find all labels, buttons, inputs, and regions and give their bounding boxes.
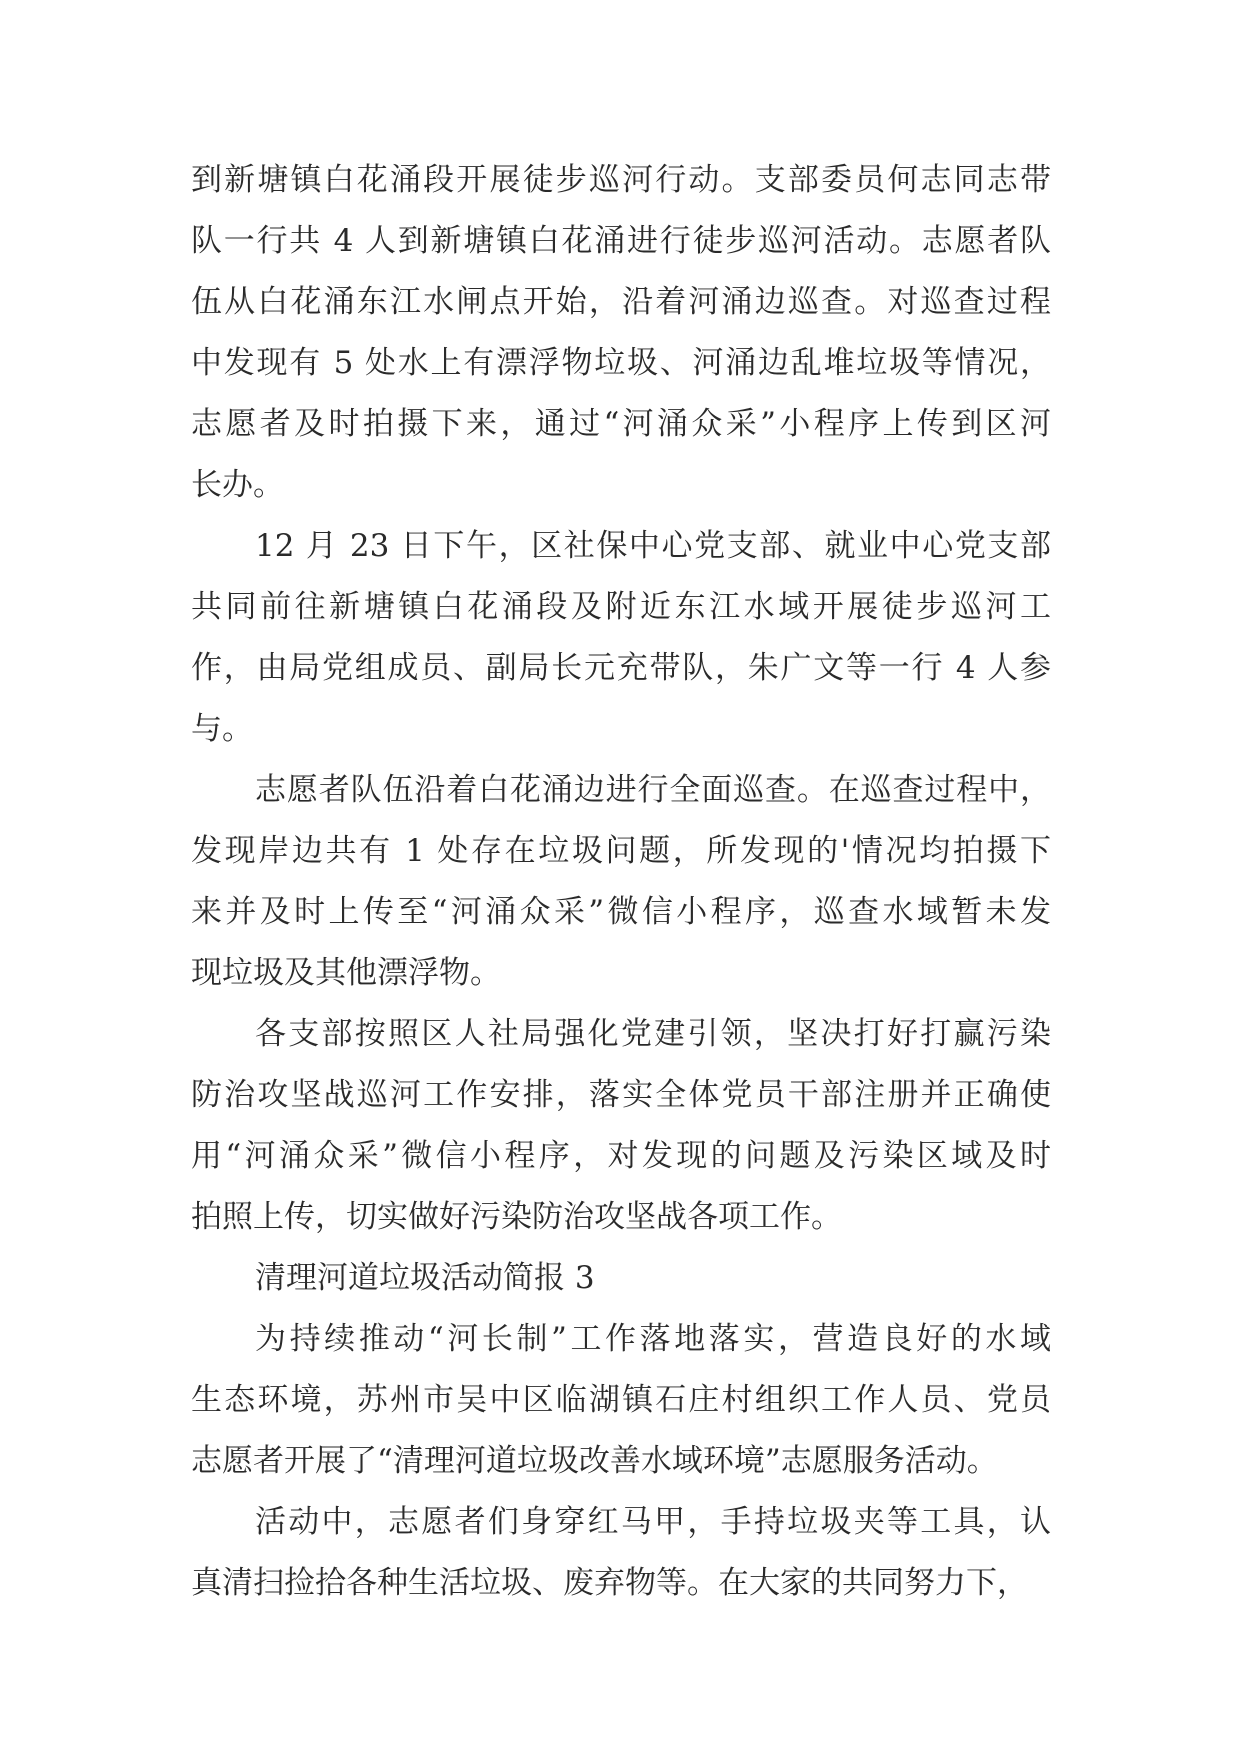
text-line: 队一行共 4 人到新塘镇白花涌进行徒步巡河活动。志愿者队 bbox=[191, 223, 1051, 259]
text-line: 作，由局党组成员、副局长元充带队，朱广文等一行 4 人参 bbox=[191, 650, 1051, 686]
paragraph bbox=[191, 1492, 1051, 1614]
text-line: 共同前往新塘镇白花涌段及附近东江水域开展徒步巡河工 bbox=[191, 589, 1051, 625]
text-line: 活动中，志愿者们身穿红马甲，手持垃圾夹等工具，认 bbox=[255, 1504, 1051, 1540]
paragraph bbox=[191, 1248, 1051, 1309]
text-line: 为持续推动“河长制”工作落地落实，营造良好的水域 bbox=[255, 1321, 1051, 1357]
text-line: 伍从白花涌东江水闸点开始，沿着河涌边巡查。对巡查过程 bbox=[191, 284, 1051, 320]
text-line: 到新塘镇白花涌段开展徒步巡河行动。支部委员何志同志带 bbox=[191, 162, 1051, 198]
text-line: 志愿者队伍沿着白花涌边进行全面巡查。在巡查过程中， bbox=[255, 772, 1051, 808]
text-line: 志愿者及时拍摄下来，通过“河涌众采”小程序上传到区河 bbox=[191, 406, 1051, 442]
text-line: 志愿者开展了“清理河道垃圾改善水域环境”志愿服务活动。 bbox=[191, 1443, 998, 1479]
text-line: 12 月 23 日下午，区社保中心党支部、就业中心党支部 bbox=[255, 528, 1051, 564]
document-body bbox=[191, 150, 1051, 1614]
paragraph bbox=[191, 516, 1051, 760]
paragraph bbox=[191, 150, 1051, 516]
paragraph bbox=[191, 760, 1051, 1004]
text-line: 来并及时上传至“河涌众采”微信小程序，巡查水域暂未发 bbox=[191, 894, 1051, 930]
text-line: 中发现有 5 处水上有漂浮物垃圾、河涌边乱堆垃圾等情况， bbox=[191, 345, 1051, 381]
text-line: 长办。 bbox=[191, 467, 284, 503]
text-line: 用“河涌众采”微信小程序，对发现的问题及污染区域及时 bbox=[191, 1138, 1051, 1174]
text-line: 防治攻坚战巡河工作安排，落实全体党员干部注册并正确使 bbox=[191, 1077, 1051, 1113]
text-line: 清理河道垃圾活动简报 3 bbox=[255, 1260, 595, 1296]
text-line: 与。 bbox=[191, 711, 253, 747]
text-line: 现垃圾及其他漂浮物。 bbox=[191, 955, 501, 991]
text-line: 各支部按照区人社局强化党建引领，坚决打好打赢污染 bbox=[255, 1016, 1051, 1052]
paragraph bbox=[191, 1004, 1051, 1248]
text-line: 发现岸边共有 1 处存在垃圾问题，所发现的'情况均拍摄下 bbox=[191, 833, 1051, 869]
paragraph bbox=[191, 1309, 1051, 1492]
text-line: 真清扫捡拾各种生活垃圾、废弃物等。在大家的共同努力下， bbox=[191, 1565, 1028, 1601]
text-line: 拍照上传，切实做好污染防治攻坚战各项工作。 bbox=[191, 1199, 842, 1235]
text-line: 生态环境，苏州市吴中区临湖镇石庄村组织工作人员、党员 bbox=[191, 1382, 1051, 1418]
